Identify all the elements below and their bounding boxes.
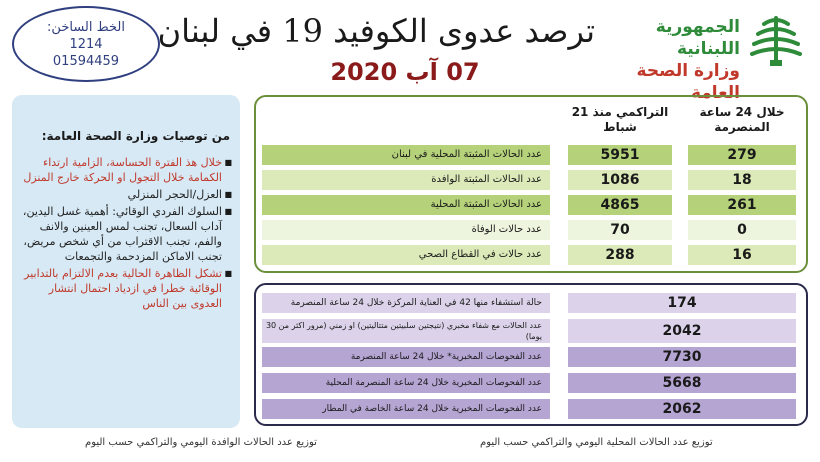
- hotline-number-1: 1214: [69, 36, 103, 52]
- cedar-tree-icon: [748, 10, 804, 70]
- lab-row-label: عدد الفحوصات المخبرية* خلال 24 ساعة المنصرمة: [262, 347, 550, 367]
- lab-row-label: حالة استشفاء منها 42 في العناية المركزة خلال 24 ساعة المنصرمة: [262, 293, 550, 313]
- hotline-title: الخط الساخن:: [47, 19, 125, 35]
- recommendation-item: ■ العزل/الحجر المنزلي: [22, 187, 230, 202]
- recommendation-item: ■ تشكل الظاهرة الحالية بعدم الالتزام بالتدابير الوقائية خطرا في ازدياد احتمال انتشار العدوى بين الناس: [22, 266, 230, 311]
- stats-row-24h: 261: [688, 195, 796, 215]
- lab-row-value: 2062: [568, 399, 796, 419]
- ministry-name: [590, 16, 740, 104]
- hotline-number-2: 01594459: [52, 53, 120, 69]
- stats-row-label: عدد حالات في القطاع الصحي: [262, 245, 550, 265]
- stats-row-cumulative: 5951: [568, 145, 672, 165]
- ministry-line-2: وزارة الصحة العامة: [636, 61, 740, 103]
- case-stats-panel: [254, 95, 808, 273]
- lab-row-value: 174: [568, 293, 796, 313]
- stats-row-label: عدد الحالات المثبتة الوافدة: [262, 170, 550, 190]
- report-date: 07 آب 2020: [330, 58, 480, 86]
- caption-local-cases: توزيع عدد الحالات المحلية اليومي والتراكمي حسب اليوم: [480, 437, 713, 448]
- ministry-line-1: الجمهورية اللبنانية: [655, 17, 740, 59]
- stats-row-24h: 0: [688, 220, 796, 240]
- lab-row-label: عدد الحالات مع شفاء مخبري (نتيجتين سلبيتين متتاليتين) او زمني (مرور اكثر من 30 يوما): [262, 319, 550, 343]
- page-title: ترصد عدوى الكوفيد 19 في لبنان: [157, 12, 595, 50]
- lab-row-value: 7730: [568, 347, 796, 367]
- column-header-cumulative: التراكمي منذ 21 شباط: [571, 105, 669, 134]
- stats-row-24h: 18: [688, 170, 796, 190]
- lab-row-label: عدد الفحوصات المخبرية خلال 24 ساعة الخاصة في المطار: [262, 399, 550, 419]
- stats-row-cumulative: 288: [568, 245, 672, 265]
- caption-imported-cases: توزيع عدد الحالات الوافدة اليومي والتراكمي حسب اليوم: [85, 437, 317, 448]
- stats-row-24h: 279: [688, 145, 796, 165]
- stats-row-label: عدد الحالات المثبتة المحلية في لبنان: [262, 145, 550, 165]
- stats-row-cumulative: 4865: [568, 195, 672, 215]
- recommendations-list: [22, 155, 230, 311]
- recommendation-item: ■ السلوك الفردي الوقائي: أهمية غسل اليدين، آداب السعال، تجنب لمس العينين والانف والفم، تجنب الاقتراب من أي شخص مريض، تجنب الاماكن المزدحمة والتجمعات: [22, 204, 230, 264]
- stats-row-label: عدد الحالات المثبتة المحلية: [262, 195, 550, 215]
- stats-row-cumulative: 1086: [568, 170, 672, 190]
- lab-row-value: 5668: [568, 373, 796, 393]
- stats-row-cumulative: 70: [568, 220, 672, 240]
- lab-row-value: 2042: [568, 319, 796, 343]
- recommendations-title: من توصيات وزارة الصحة العامة:: [41, 129, 230, 143]
- hotline-badge: [12, 6, 160, 82]
- lab-row-label: عدد الفحوصات المخبرية خلال 24 ساعة المنصرمة المحلية: [262, 373, 550, 393]
- column-header-24h: خلال 24 ساعة المنصرمة: [699, 105, 785, 134]
- lab-stats-panel: [254, 283, 808, 426]
- stats-row-24h: 16: [688, 245, 796, 265]
- stats-row-label: عدد حالات الوفاة: [262, 220, 550, 240]
- recommendations-panel: [12, 95, 240, 428]
- recommendation-item: ■ خلال هذ الفترة الحساسة، الزامية ارتداء الكمامة خلال التجول او الحركة خارج المنزل: [22, 155, 230, 185]
